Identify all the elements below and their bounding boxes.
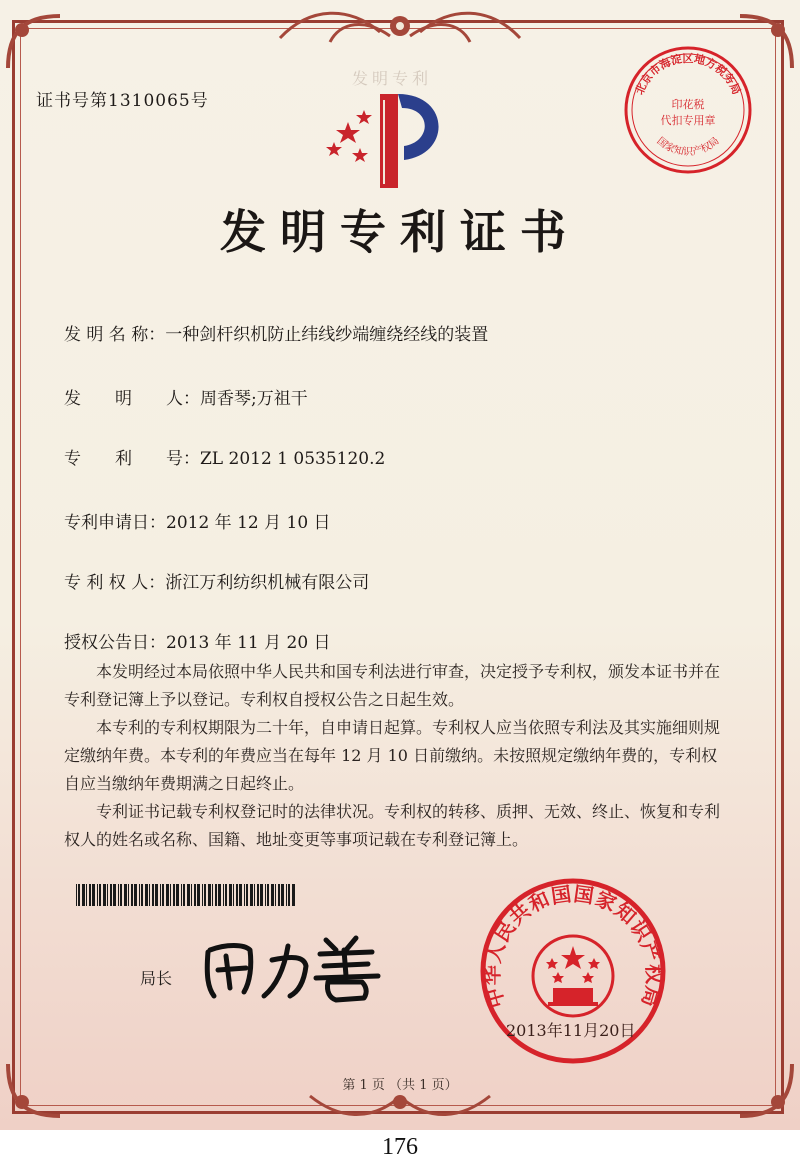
barcode-bar bbox=[152, 884, 154, 906]
page-number: 176 bbox=[382, 1134, 418, 1160]
logo-star-1 bbox=[336, 122, 360, 143]
barcode-bar bbox=[99, 884, 101, 906]
svg-text:国家知识产权局 bbox=[654, 135, 721, 158]
barcode-bar bbox=[124, 884, 127, 906]
logo-star-2 bbox=[356, 110, 372, 124]
tax-stamp bbox=[622, 44, 754, 176]
field-label: 专 利 权 人： bbox=[64, 573, 166, 593]
barcode-bar bbox=[181, 884, 182, 906]
patent-office-logo bbox=[320, 84, 470, 194]
barcode-bar bbox=[250, 884, 253, 906]
field-inventor bbox=[64, 384, 308, 409]
barcode-bar bbox=[86, 884, 87, 906]
barcode bbox=[76, 884, 296, 906]
seal-ring-text: 中华人民共和国国家知识产权局 bbox=[479, 881, 667, 1011]
barcode-bar bbox=[260, 884, 263, 906]
logo-star-4 bbox=[352, 148, 368, 162]
field-value: 2013 年 11 月 20 日 bbox=[166, 633, 331, 653]
barcode-bar bbox=[173, 884, 175, 906]
director-label: 局长 bbox=[140, 969, 173, 988]
watermark-text: 发明专利 bbox=[352, 69, 433, 88]
barcode-bar bbox=[257, 884, 259, 906]
barcode-bar bbox=[194, 884, 196, 906]
certificate-body bbox=[64, 658, 724, 854]
barcode-bar bbox=[120, 884, 122, 906]
barcode-bar bbox=[162, 884, 164, 906]
barcode-bar bbox=[103, 884, 106, 906]
page-info: 第 1 页 （共 1 页） bbox=[342, 1078, 458, 1093]
barcode-bar bbox=[292, 884, 295, 906]
tax-stamp-ring-text: 北京市海淀区地方税务局 bbox=[632, 52, 744, 97]
barcode-bar bbox=[236, 884, 238, 906]
certificate-number: 证书号第1310065号 bbox=[36, 91, 209, 111]
field-label: 发 明 人： bbox=[64, 389, 200, 409]
logo-star-3 bbox=[326, 142, 342, 156]
barcode-bar bbox=[246, 884, 248, 906]
body-paragraph: 专利证书记载专利权登记时的法律状况。专利权的转移、质押、无效、终止、恢复和专利权人的姓名或名称、国籍、地址变更等事项记载在专利登记簿上。 bbox=[64, 802, 721, 849]
barcode-bar bbox=[131, 884, 133, 906]
national-emblem-icon bbox=[533, 936, 613, 1016]
field-value: 浙江万利纺织机械有限公司 bbox=[165, 573, 370, 593]
barcode-bar bbox=[254, 884, 255, 906]
field-label: 专 利 号： bbox=[64, 449, 200, 469]
field-label: 专利申请日： bbox=[64, 513, 166, 533]
barcode-bar bbox=[208, 884, 211, 906]
barcode-bar bbox=[239, 884, 242, 906]
barcode-bar bbox=[215, 884, 217, 906]
body-paragraph: 本发明经过本局依照中华人民共和国专利法进行审查，决定授予专利权，颁发本证书并在专利登记簿上予以登记。专利权自授权公告之日起生效。 bbox=[64, 662, 721, 709]
barcode-bar bbox=[149, 884, 150, 906]
barcode-bar bbox=[288, 884, 290, 906]
barcode-bar bbox=[110, 884, 112, 906]
barcode-bar bbox=[78, 884, 80, 906]
barcode-bar bbox=[218, 884, 221, 906]
barcode-bar bbox=[265, 884, 266, 906]
field-application-date bbox=[64, 508, 331, 533]
field-patent-number bbox=[64, 444, 385, 469]
barcode-bar bbox=[76, 884, 77, 906]
tax-stamp-line-1: 印花税 bbox=[671, 98, 705, 111]
barcode-bar bbox=[134, 884, 137, 906]
barcode-bar bbox=[82, 884, 85, 906]
barcode-bar bbox=[275, 884, 276, 906]
field-patentee bbox=[64, 568, 369, 593]
barcode-bar bbox=[92, 884, 95, 906]
barcode-bar bbox=[278, 884, 280, 906]
barcode-bar bbox=[128, 884, 129, 906]
barcode-bar bbox=[160, 884, 161, 906]
barcode-bar bbox=[267, 884, 269, 906]
field-value: ZL 2012 1 0535120.2 bbox=[200, 449, 386, 469]
director-signature bbox=[196, 926, 386, 1006]
barcode-bar bbox=[286, 884, 287, 906]
barcode-bar bbox=[170, 884, 171, 906]
barcode-bar bbox=[97, 884, 98, 906]
field-value: 一种剑杆织机防止纬线纱端缠绕经线的装置 bbox=[165, 325, 489, 345]
barcode-bar bbox=[212, 884, 213, 906]
barcode-bar bbox=[145, 884, 148, 906]
barcode-bar bbox=[176, 884, 179, 906]
tax-stamp-bottom-text: 国家知识产权局 bbox=[654, 135, 722, 158]
field-label: 发 明 名 称： bbox=[64, 325, 166, 345]
barcode-bar bbox=[155, 884, 158, 906]
barcode-bar bbox=[183, 884, 185, 906]
top-scroll-ornament bbox=[270, 2, 530, 48]
barcode-bar bbox=[229, 884, 232, 906]
field-label: 授权公告日： bbox=[64, 633, 166, 653]
barcode-bar bbox=[141, 884, 143, 906]
barcode-bar bbox=[244, 884, 245, 906]
barcode-bar bbox=[271, 884, 274, 906]
barcode-bar bbox=[118, 884, 119, 906]
tax-stamp-line-2: 代扣专用章 bbox=[660, 114, 716, 127]
field-grant-date bbox=[64, 628, 331, 653]
barcode-bar bbox=[223, 884, 224, 906]
barcode-bar bbox=[281, 884, 284, 906]
field-invention-name bbox=[64, 320, 488, 345]
barcode-bar bbox=[197, 884, 200, 906]
barcode-bar bbox=[187, 884, 190, 906]
seal-date: 2013年11月20日 bbox=[506, 1021, 636, 1040]
barcode-bar bbox=[107, 884, 108, 906]
svg-text:北京市海淀区地方税务局 bbox=[633, 51, 743, 97]
barcode-bar bbox=[113, 884, 116, 906]
barcode-bar bbox=[166, 884, 169, 906]
barcode-bar bbox=[233, 884, 234, 906]
barcode-bar bbox=[191, 884, 192, 906]
certificate-title: 发明专利证书 bbox=[220, 205, 580, 259]
barcode-bar bbox=[89, 884, 91, 906]
body-paragraph: 本专利的专利权期限为二十年，自申请日起算。专利权人应当依照专利法及其实施细则规定缴纳年费。本专利的年费应当在每年 12 月 10 日前缴纳。未按照规定缴纳年费的，专利权自应当缴纳年费期满之日起终止。 bbox=[64, 718, 721, 793]
barcode-bar bbox=[139, 884, 140, 906]
field-value: 周香琴;万祖干 bbox=[200, 389, 308, 409]
barcode-bar bbox=[202, 884, 203, 906]
barcode-bar bbox=[225, 884, 227, 906]
field-value: 2012 年 12 月 10 日 bbox=[166, 513, 331, 533]
barcode-bar bbox=[204, 884, 206, 906]
corner-ornament-top-left bbox=[4, 12, 64, 72]
